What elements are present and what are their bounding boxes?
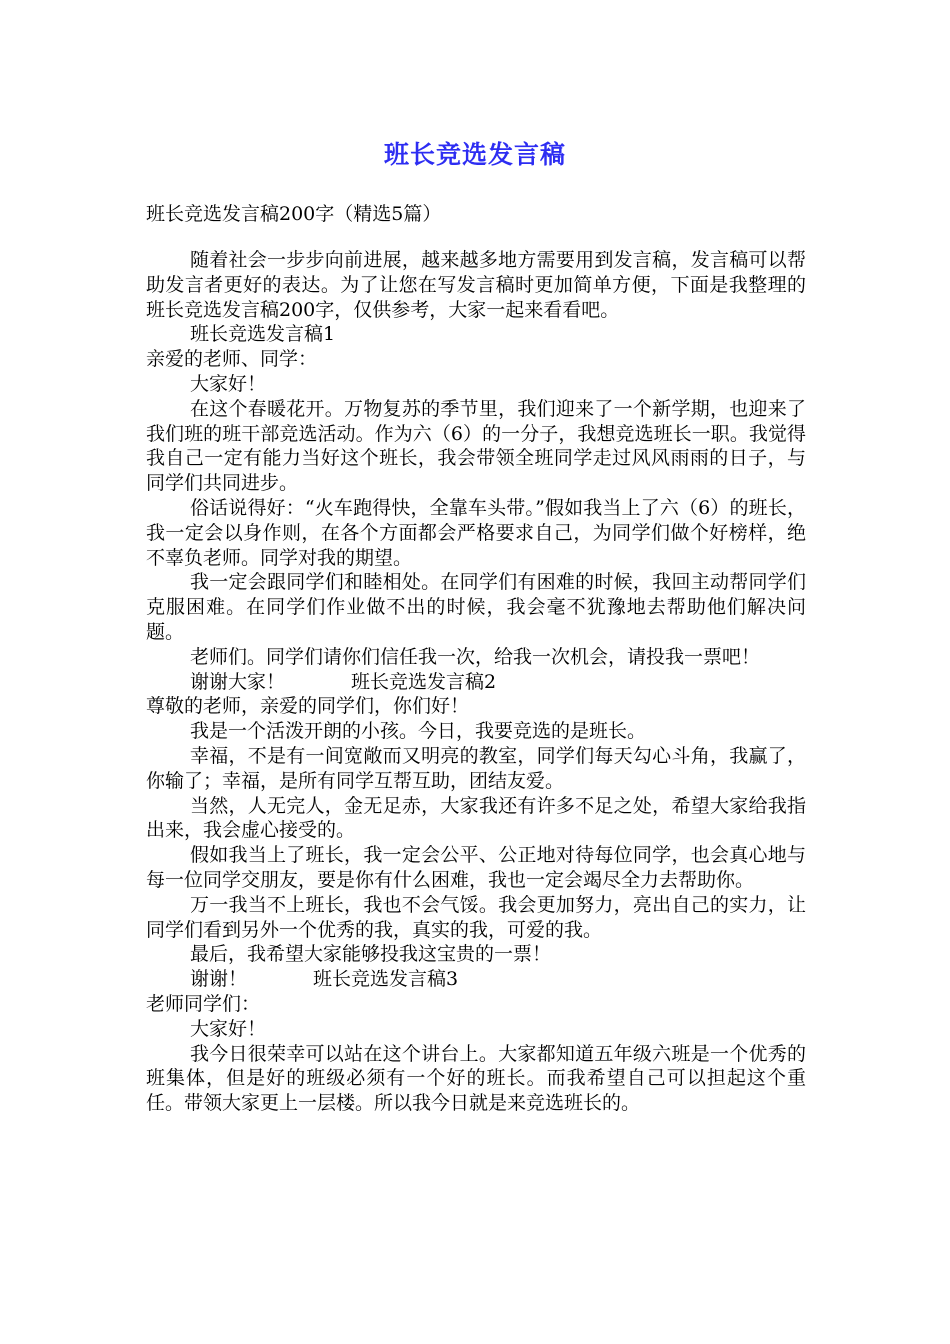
speech-1-paragraph: 老师们。同学们请你们信任我一次，给我一次机会，请投我一票吧！: [190, 645, 761, 668]
speech-3-paragraph: 我今日很荣幸可以站在这个讲台上。大家都知道五年级六班是一个优秀的班集体，但是好的班级必须有一个好的班长。而我希望自己可以担起这个重任。带领大家更上一层楼。所以我今日就是来竞选班长的。: [146, 1042, 806, 1115]
speech-1-greeting: 大家好！: [190, 372, 267, 395]
document-body: [146, 248, 806, 1116]
speech-1-closing: 谢谢大家！: [190, 670, 286, 693]
speech-2-paragraph: 幸福，不是有一间宽敞而又明亮的教室，同学们每天勾心斗角，我赢了，你输了；幸福，是所有同学互帮互助，团结友爱。: [146, 744, 806, 792]
speech-1-paragraph: 我一定会跟同学们和睦相处。在同学们有困难的时候，我回主动帮同学们克服困难。在同学们作业做不出的时候，我会毫不犹豫地去帮助他们解决问题。: [146, 571, 806, 643]
document-title: 班长竞选发言稿: [383, 140, 566, 169]
speech-2-paragraph: 万一我当不上班长，我也不会气馁。我会更加努力，亮出自己的实力，让同学们看到另外一个优秀的我，真实的我，可爱的我。: [146, 893, 806, 941]
speech-2-closing: 谢谢！: [190, 968, 248, 991]
speech-2-heading: 班长竞选发言稿2: [351, 670, 497, 693]
speech-1-heading: 班长竞选发言稿1: [190, 323, 336, 346]
speech-3-heading: 班长竞选发言稿3: [313, 968, 459, 991]
speech-3-salutation: 老师同学们：: [146, 992, 261, 1015]
speech-2-paragraph: 假如我当上了班长，我一定会公平、公正地对待每位同学，也会真心地与每一位同学交朋友，要是你有什么困难，我也一定会竭尽全力去帮助你。: [146, 844, 806, 891]
speech-2-paragraph: 我是一个活泼开朗的小孩。今日，我要竞选的是班长。: [190, 720, 647, 743]
speech-1-paragraph: 俗话说得好：“火车跑得快，全靠车头带。”假如我当上了六（6）的班长，我一定会以身作则，在各个方面都会严格要求自己，为同学们做个好榜样，绝不辜负老师。同学对我的期望。: [146, 496, 806, 569]
speech-2-salutation: 尊敬的老师，亲爱的同学们，你们好！: [146, 695, 470, 718]
speech-1-closing-line: [146, 670, 806, 695]
speech-2-paragraph: 当然，人无完人，金无足赤，大家我还有许多不足之处，希望大家给我指出来，我会虚心接受的。: [146, 794, 806, 842]
intro-paragraph: 随着社会一步步向前进展，越来越多地方需要用到发言稿，发言稿可以帮助发言者更好的表达。为了让您在写发言稿时更加简单方便，下面是我整理的班长竞选发言稿200字，仅供参考，大家一起来看看吧。: [146, 249, 806, 321]
speech-2-paragraph: 最后，我希望大家能够投我这宝贵的一票！: [190, 943, 552, 966]
speech-1-salutation: 亲爱的老师、同学：: [146, 348, 318, 371]
speech-3-greeting: 大家好！: [190, 1017, 267, 1040]
speech-1-paragraph: 在这个春暖花开。万物复苏的季节里，我们迎来了一个新学期，也迎来了我们班的班干部竞选活动。作为六（6）的一分子，我想竞选班长一职。我觉得我自己一定有能力当好这个班长，我会带领全班同学走过风风雨雨的日子，与同学们共同进步。: [146, 397, 806, 495]
document-subtitle: 班长竞选发言稿200字（精选5篇）: [146, 203, 442, 225]
speech-2-closing-line: [146, 967, 806, 992]
